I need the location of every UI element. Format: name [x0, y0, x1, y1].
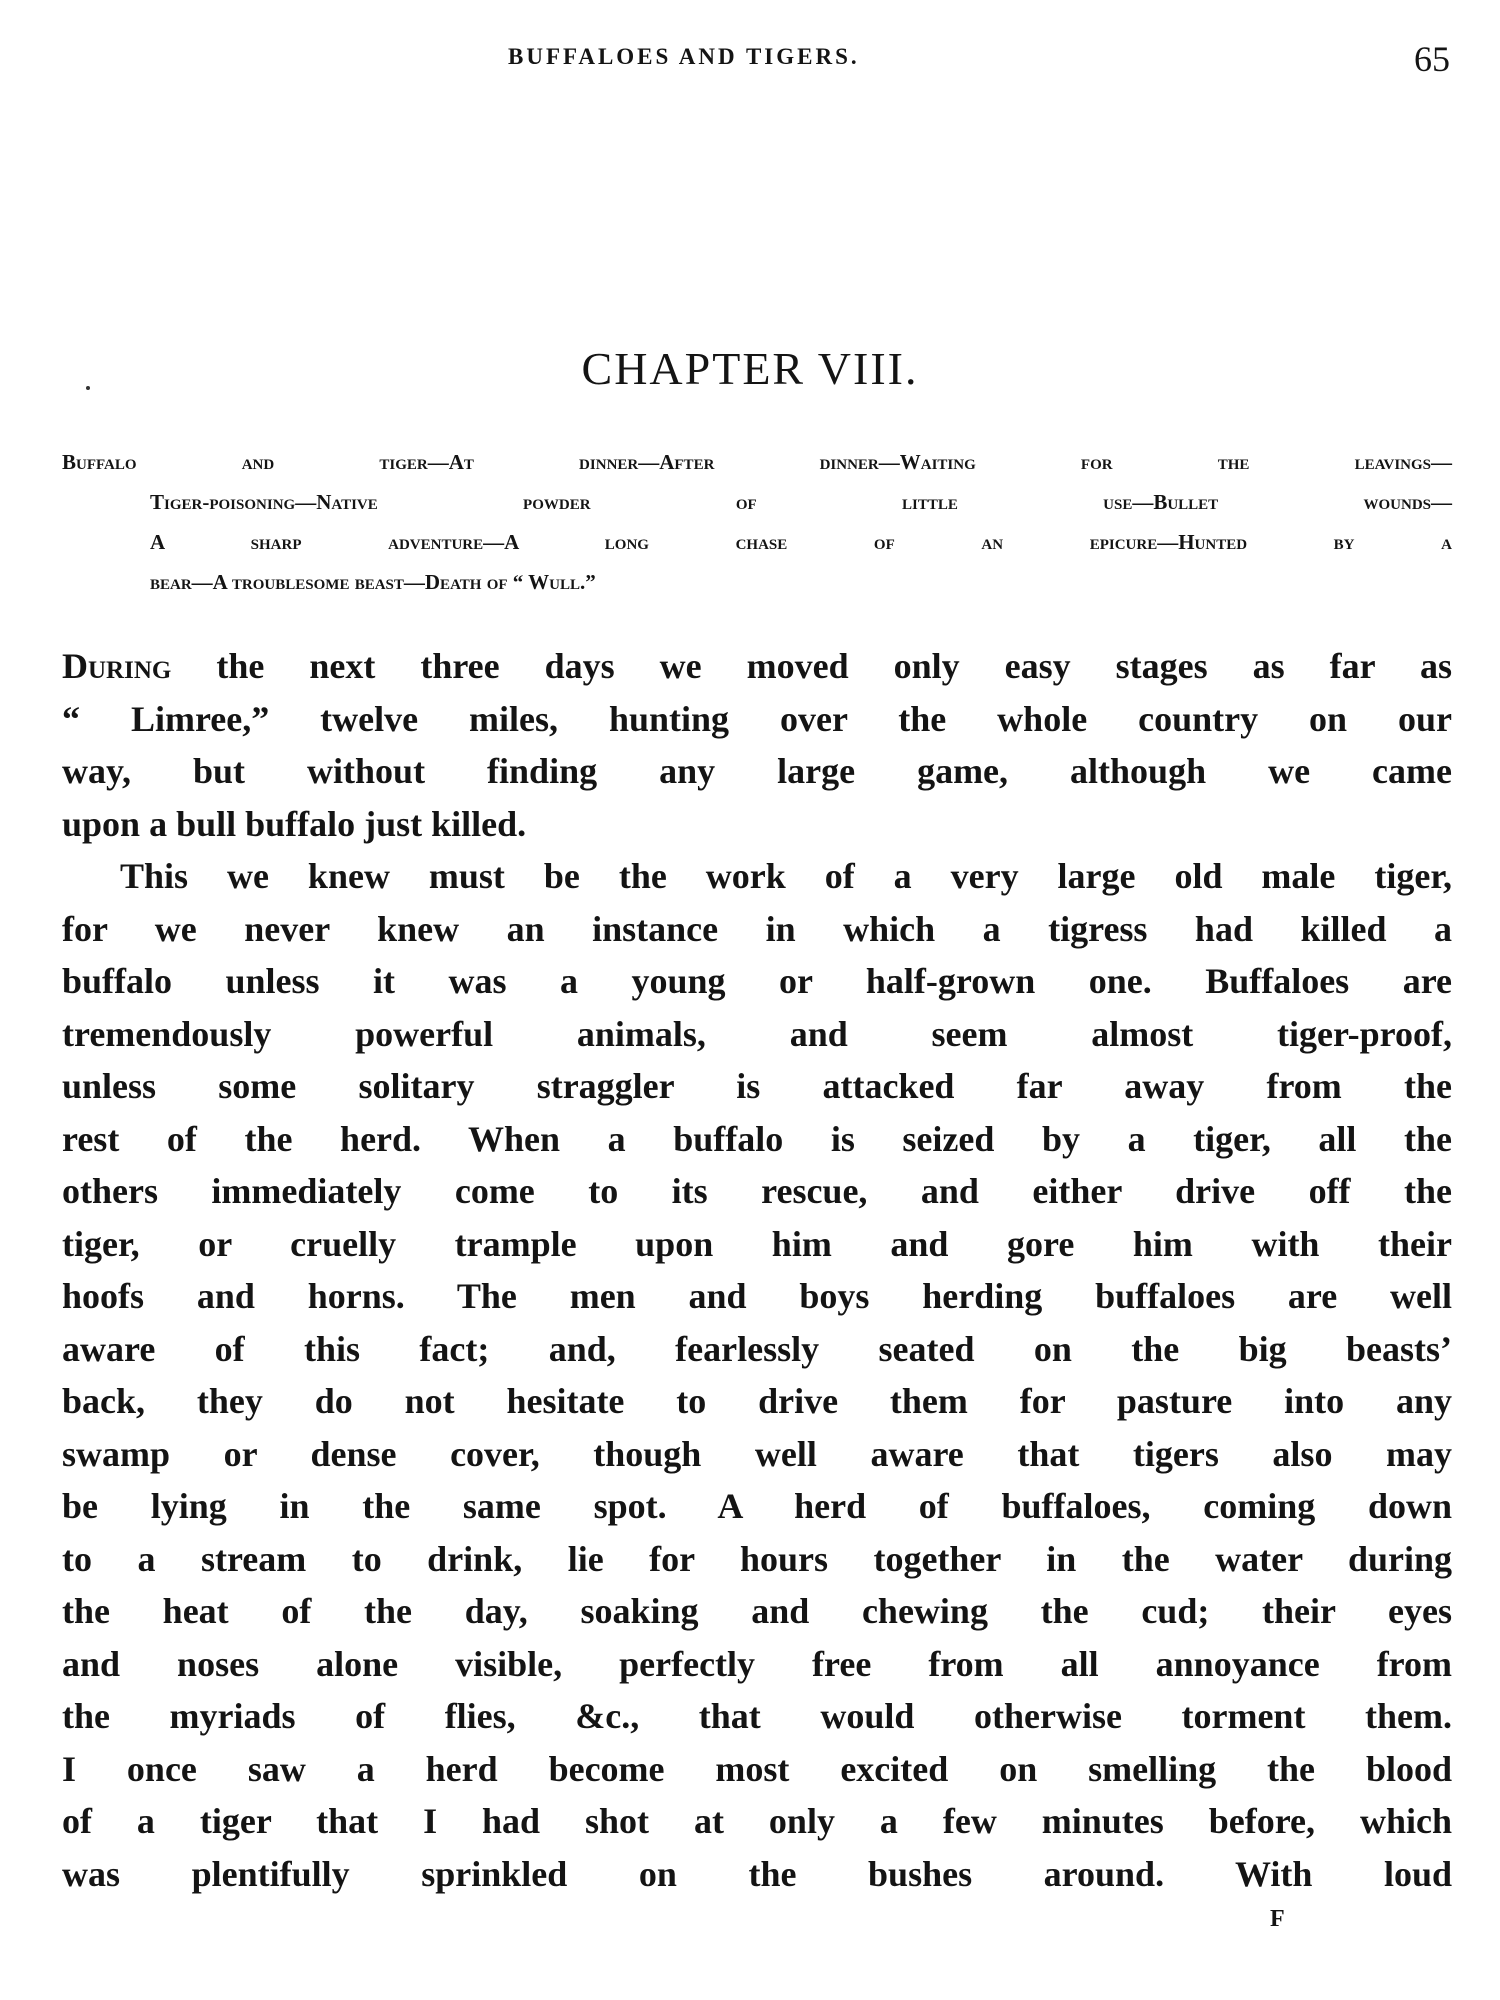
drop-initial-word: During	[62, 646, 172, 686]
text-line: the myriads of flies, &c., that would otherwise torment them.	[62, 1696, 1452, 1736]
text-line: aware of this fact; and, fearlessly seated on the big beasts’	[62, 1328, 1452, 1369]
text-line: way, but without finding any large game, although we came	[62, 751, 1452, 791]
body-text	[62, 640, 1452, 1900]
text-line: to a stream to drink, lie for hours together in the water during	[62, 1538, 1452, 1579]
text-line: be lying in the same spot. A herd of buffaloes, coming down	[62, 1486, 1452, 1526]
summary-line: Tiger-poisoning—Native powder of little use—Bullet wounds—	[150, 490, 1452, 514]
text-line: for we never knew an instance in which a tigress had killed a	[62, 908, 1452, 949]
text-line: This we knew must be the work of a very large old male tiger,	[120, 856, 1452, 896]
text-line: back, they do not hesitate to drive them for pasture into any	[62, 1381, 1452, 1421]
text-line: swamp or dense cover, though well aware that tigers also may	[62, 1433, 1452, 1474]
text-line	[62, 640, 1452, 693]
text-line: unless some solitary straggler is attacked far away from the	[62, 1066, 1452, 1106]
chapter-summary	[62, 442, 1452, 602]
text-line: tiger, or cruelly trample upon him and gore him with their	[62, 1223, 1452, 1264]
text-line: hoofs and horns. The men and boys herding buffaloes are well	[62, 1276, 1452, 1316]
paragraph-1	[62, 640, 1452, 850]
text-line: upon a bull buffalo just killed.	[62, 803, 527, 844]
text-line: rest of the herd. When a buffalo is seized by a tiger, all the	[62, 1118, 1452, 1159]
text-line: buffalo unless it was a young or half-grown one. Buffaloes are	[62, 961, 1452, 1001]
text-line: was plentifully sprinkled on the bushes around. With loud	[62, 1853, 1452, 1894]
summary-line: Buffalo and tiger—At dinner—After dinner—Waiting for the leavings—	[62, 450, 1452, 474]
summary-line: A sharp adventure—A long chase of an epicure—Hunted by a	[150, 530, 1452, 554]
text-line: others immediately come to its rescue, and either drive off the	[62, 1171, 1452, 1211]
text-line: “ Limree,” twelve miles, hunting over the whole country on our	[62, 698, 1452, 739]
text-line: tremendously powerful animals, and seem almost tiger-proof,	[62, 1013, 1452, 1054]
chapter-title: CHAPTER VIII.	[581, 343, 919, 394]
running-head	[0, 38, 1500, 78]
text-line: I once saw a herd become most excited on smelling the blood	[62, 1748, 1452, 1789]
summary-line: bear—A troublesome beast—Death of “ Wull.”	[150, 570, 596, 594]
paragraph-2	[62, 850, 1452, 1900]
text-line-rest: the next three days we moved only easy stages as far as	[216, 646, 1453, 686]
signature-mark: F	[1270, 1906, 1285, 1932]
running-title: BUFFALOES AND TIGERS.	[508, 44, 860, 69]
text-line: of a tiger that I had shot at only a few minutes before, which	[62, 1801, 1452, 1841]
text-line: the heat of the day, soaking and chewing the cud; their eyes	[62, 1591, 1452, 1631]
page-number: 65	[1414, 39, 1450, 79]
text-line: and noses alone visible, perfectly free from all annoyance from	[62, 1643, 1452, 1684]
